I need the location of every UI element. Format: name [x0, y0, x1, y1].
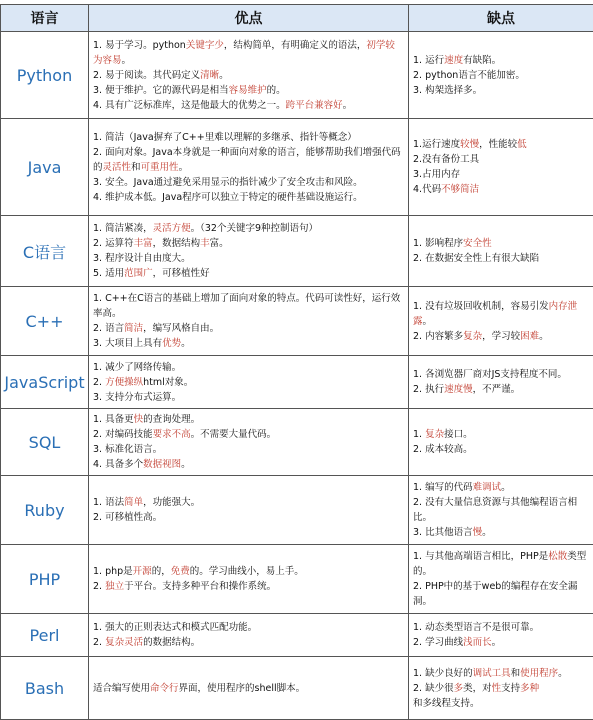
cons-line — [413, 696, 589, 711]
highlighted-text: 命令行 — [150, 683, 179, 694]
cons-line — [413, 480, 589, 495]
cons-line — [413, 137, 589, 152]
cons-line — [413, 329, 589, 344]
text-segment: 2. 学习曲线 — [413, 637, 463, 648]
pros-line — [93, 38, 404, 68]
highlighted-text: 独立 — [105, 581, 124, 592]
pros-line — [93, 130, 404, 145]
pros-line — [93, 190, 404, 205]
text-segment: 1. 强大的正则表达式和模式匹配功能。 — [93, 622, 257, 633]
highlighted-text: 速度 — [444, 55, 463, 66]
text-segment: 的数据结构。 — [143, 637, 200, 648]
text-segment: 。 — [492, 637, 502, 648]
highlighted-text: 不够简洁 — [441, 184, 479, 195]
cons-line — [413, 442, 589, 457]
text-segment: 接口。 — [444, 429, 473, 440]
text-segment: 2. 缺少很 — [413, 683, 454, 694]
cons-line — [413, 299, 589, 329]
highlighted-text: 关键字少 — [186, 40, 224, 51]
cons-cell — [409, 356, 593, 409]
text-segment: 1. 编写的代码 — [413, 482, 473, 493]
text-segment: 和多线程支持。 — [413, 698, 480, 709]
highlighted-text: 多种 — [520, 683, 539, 694]
cons-line — [413, 495, 589, 525]
text-segment: 1. php是 — [93, 566, 133, 577]
language-name: C语言 — [1, 216, 89, 287]
highlighted-text: 范围广 — [124, 268, 153, 279]
text-segment: 2. 语言 — [93, 323, 124, 334]
cons-line — [413, 68, 589, 83]
text-segment: 。 — [558, 668, 568, 679]
cons-line — [413, 236, 589, 251]
text-segment: 的查询处理。 — [143, 414, 200, 425]
text-segment: 2. 成本较高。 — [413, 444, 473, 455]
language-name: Python — [1, 32, 89, 119]
text-segment: 5. 适用 — [93, 268, 124, 279]
text-segment: ，性能较 — [479, 139, 517, 150]
header-language: 语言 — [1, 5, 89, 32]
cons-line — [413, 681, 589, 696]
highlighted-text: 复杂 — [463, 331, 482, 342]
pros-line — [93, 564, 404, 579]
pros-cell — [89, 476, 409, 545]
language-name: C++ — [1, 287, 89, 356]
cons-line — [413, 167, 589, 182]
highlighted-text: 低 — [517, 139, 527, 150]
text-segment: 富。 — [210, 238, 229, 249]
text-segment: 4.代码 — [413, 184, 441, 195]
text-segment: 。 — [482, 527, 492, 538]
highlighted-text: 浅而长 — [463, 637, 492, 648]
language-row — [1, 657, 593, 720]
header-cons: 缺点 — [409, 5, 593, 32]
cons-line — [413, 251, 589, 266]
text-segment: 和 — [511, 668, 521, 679]
language-name: Bash — [1, 657, 89, 720]
text-segment: ，数据结构 — [153, 238, 201, 249]
text-segment: 2. — [93, 581, 105, 592]
text-segment: 2. 面向对象。Java本身就是一种面向对象的语言，能够帮助我们增强代码的 — [93, 147, 401, 173]
highlighted-text: 要求不高 — [153, 429, 191, 440]
highlighted-text: 可重用性 — [141, 162, 179, 173]
text-segment: 1.运行速度 — [413, 139, 460, 150]
cons-cell — [409, 119, 593, 216]
highlighted-text: 调试工具 — [473, 668, 511, 679]
text-segment: 。 — [219, 70, 229, 81]
text-segment: 3. 大项目上具有 — [93, 338, 162, 349]
text-segment: 的。学习曲线小，易上手。 — [190, 566, 304, 577]
language-row — [1, 32, 593, 119]
highlighted-text: 开源 — [133, 566, 152, 577]
highlighted-text: 免费 — [171, 566, 190, 577]
pros-cell — [89, 657, 409, 720]
text-segment: 2. 对编码技能 — [93, 429, 153, 440]
language-row — [1, 476, 593, 545]
text-segment: 2. 在数据安全性上有很大缺陷 — [413, 253, 539, 264]
pros-cell — [89, 119, 409, 216]
highlighted-text: 丰富 — [134, 238, 153, 249]
text-segment: 1. 语法 — [93, 497, 124, 508]
cons-line — [413, 83, 589, 98]
text-segment: 2. 没有大量信息资源与其他编程语言相比。 — [413, 497, 577, 523]
language-row — [1, 216, 593, 287]
cons-line — [413, 620, 589, 635]
cons-line — [413, 182, 589, 197]
text-segment: 2. — [93, 637, 105, 648]
highlighted-text: 难调试 — [473, 482, 502, 493]
text-segment: 3.占用内存 — [413, 169, 460, 180]
pros-line — [93, 390, 404, 405]
text-segment: 2. python语言不能加密。 — [413, 70, 525, 81]
pros-line — [93, 175, 404, 190]
highlighted-text: 灵活性 — [103, 162, 132, 173]
text-segment: 4. 具备多个 — [93, 459, 143, 470]
text-segment: 2. PHP中的基于web的编程存在安全漏洞。 — [413, 581, 577, 607]
language-name: Perl — [1, 614, 89, 657]
highlighted-text: 灵活方便 — [153, 223, 191, 234]
cons-cell — [409, 476, 593, 545]
cons-cell — [409, 216, 593, 287]
language-row — [1, 119, 593, 216]
cons-cell — [409, 614, 593, 657]
highlighted-text: 容易维护 — [229, 85, 267, 96]
text-segment: 1. 缺少良好的 — [413, 668, 473, 679]
text-segment: 。 — [181, 459, 191, 470]
header-pros: 优点 — [89, 5, 409, 32]
text-segment: 2.没有备份工具 — [413, 154, 479, 165]
text-segment: 。 — [539, 331, 549, 342]
highlighted-text: 快 — [134, 414, 144, 425]
text-segment: 支持 — [501, 683, 520, 694]
text-segment: 。 — [501, 482, 511, 493]
pros-line — [93, 68, 404, 83]
language-row — [1, 356, 593, 409]
highlighted-text: 内存泄露 — [413, 301, 577, 327]
text-segment: ，不严谨。 — [473, 384, 521, 395]
text-segment: 2. 执行 — [413, 384, 444, 395]
pros-line — [93, 412, 404, 427]
text-segment: html对象。 — [143, 377, 193, 388]
text-segment: 2. 易于阅读。其代码定义 — [93, 70, 200, 81]
highlighted-text: 丰 — [200, 238, 210, 249]
cons-line — [413, 579, 589, 609]
pros-cell — [89, 216, 409, 287]
text-segment: 1. 各浏览器厂商对JS支持程度不同。 — [413, 369, 567, 380]
text-segment: ，可移植性好 — [153, 268, 210, 279]
highlighted-text: 方便操纵 — [105, 377, 143, 388]
text-segment: 1. 简洁（Java摒弃了C++里难以理解的多继承、指针等概念） — [93, 132, 357, 143]
pros-cell — [89, 356, 409, 409]
text-segment: 和 — [131, 162, 141, 173]
cons-cell — [409, 287, 593, 356]
highlighted-text: 优势 — [162, 338, 181, 349]
cons-line — [413, 152, 589, 167]
text-segment: 1. — [413, 429, 425, 440]
text-segment: 。 — [179, 162, 189, 173]
highlighted-text: 慢 — [473, 527, 483, 538]
cons-line — [413, 549, 589, 579]
text-segment: ，编写风格自由。 — [143, 323, 219, 334]
pros-line — [93, 620, 404, 635]
language-comparison-table — [0, 4, 593, 720]
pros-line — [93, 336, 404, 351]
text-segment: 3. 构架选择多。 — [413, 85, 482, 96]
pros-line — [93, 579, 404, 594]
text-segment: 。 — [423, 316, 433, 327]
highlighted-text: 较慢 — [460, 139, 479, 150]
cons-line — [413, 53, 589, 68]
pros-line — [93, 291, 404, 321]
pros-line — [93, 375, 404, 390]
text-segment: 2. 内容繁多 — [413, 331, 463, 342]
text-segment: 于平台。支持多种平台和操作系统。 — [124, 581, 276, 592]
highlighted-text: 复杂 — [425, 429, 444, 440]
pros-cell — [89, 545, 409, 614]
highlighted-text: 困难 — [520, 331, 539, 342]
highlighted-text: 使用程序 — [520, 668, 558, 679]
highlighted-text: 跨平台兼容好 — [286, 100, 343, 111]
pros-line — [93, 635, 404, 650]
text-segment: 1. 减少了网络传输。 — [93, 362, 181, 373]
cons-line — [413, 382, 589, 397]
highlighted-text: 多 — [454, 683, 464, 694]
language-name: Ruby — [1, 476, 89, 545]
text-segment: 3. 标准化语言。 — [93, 444, 162, 455]
text-segment: 类型的。 — [413, 551, 586, 577]
text-segment: 2. — [93, 377, 105, 388]
text-segment: 。 — [122, 55, 132, 66]
highlighted-text: 安全性 — [463, 238, 492, 249]
text-segment: 3. 安全。Java通过避免采用显示的指针减少了安全攻击和风险。 — [93, 177, 363, 188]
cons-line — [413, 525, 589, 540]
text-segment: 2. 可移植性高。 — [93, 512, 162, 523]
text-segment: 1. 具备更 — [93, 414, 134, 425]
text-segment: 1. C++在C语言的基础上增加了面向对象的特点。代码可读性好，运行效率高。 — [93, 293, 400, 319]
cons-cell — [409, 545, 593, 614]
text-segment: 。（32个关键字9种控制语句） — [191, 223, 318, 234]
language-row — [1, 614, 593, 657]
text-segment: 界面，使用程序的shell脚本。 — [179, 683, 306, 694]
cons-line — [413, 635, 589, 650]
pros-line — [93, 145, 404, 175]
pros-cell — [89, 32, 409, 119]
text-segment: 1. 运行 — [413, 55, 444, 66]
language-row — [1, 545, 593, 614]
highlighted-text: 速度慢 — [444, 384, 473, 395]
text-segment: 1. 简洁紧凑， — [93, 223, 153, 234]
cons-line — [413, 427, 589, 442]
pros-cell — [89, 287, 409, 356]
text-segment: ，结构简单，有明确定义的语法， — [224, 40, 367, 51]
highlighted-text: 初学较为容易 — [93, 40, 395, 66]
highlighted-text: 性 — [492, 683, 502, 694]
text-segment: 1. 易于学习。python — [93, 40, 186, 51]
highlighted-text: 简洁 — [124, 323, 143, 334]
text-segment: 2. 运算符 — [93, 238, 134, 249]
highlighted-text: 松散 — [548, 551, 567, 562]
text-segment: ，学习较 — [482, 331, 520, 342]
pros-line — [93, 236, 404, 251]
highlighted-text: 数据视图 — [143, 459, 181, 470]
highlighted-text: 复杂灵活 — [105, 637, 143, 648]
text-segment: 。不需要大量代码。 — [191, 429, 277, 440]
pros-line — [93, 98, 404, 113]
text-segment: 。 — [343, 100, 353, 111]
highlighted-text: 清晰 — [200, 70, 219, 81]
text-segment: 3. 便于维护。它的源代码是相当 — [93, 85, 229, 96]
pros-line — [93, 221, 404, 236]
pros-cell — [89, 614, 409, 657]
text-segment: 的， — [152, 566, 171, 577]
highlighted-text: 简单 — [124, 497, 143, 508]
text-segment: 4. 维护成本低。Java程序可以独立于特定的硬件基础设施运行。 — [93, 192, 363, 203]
pros-line — [93, 321, 404, 336]
pros-line — [93, 495, 404, 510]
text-segment: 1. 没有垃圾回收机制，容易引发 — [413, 301, 549, 312]
cons-line — [413, 367, 589, 382]
language-name: JavaScript — [1, 356, 89, 409]
cons-line — [413, 666, 589, 681]
text-segment: 。 — [181, 338, 191, 349]
language-name: SQL — [1, 409, 89, 476]
text-segment: 1. 与其他高端语言相比，PHP是 — [413, 551, 548, 562]
language-row — [1, 409, 593, 476]
pros-line — [93, 457, 404, 472]
header-row — [1, 5, 593, 32]
text-segment: 3. 程序设计自由度大。 — [93, 253, 191, 264]
language-name: Java — [1, 119, 89, 216]
text-segment: 1. 动态类型语言不是很可靠。 — [413, 622, 539, 633]
language-name: PHP — [1, 545, 89, 614]
pros-cell — [89, 409, 409, 476]
text-segment: 适合编写使用 — [93, 683, 150, 694]
text-segment: 类，对 — [463, 683, 492, 694]
pros-line — [93, 427, 404, 442]
text-segment: 的。 — [267, 85, 286, 96]
cons-cell — [409, 657, 593, 720]
text-segment: 4. 具有广泛标准库，这是他最大的优势之一。 — [93, 100, 286, 111]
text-segment: 3. 支持分布式运算。 — [93, 392, 181, 403]
cons-cell — [409, 32, 593, 119]
text-segment: 1. 影响程序 — [413, 238, 463, 249]
cons-cell — [409, 409, 593, 476]
text-segment: 3. 比其他语言 — [413, 527, 473, 538]
text-segment: 有缺陷。 — [463, 55, 501, 66]
text-segment: ，功能强大。 — [143, 497, 200, 508]
language-row — [1, 287, 593, 356]
pros-line — [93, 442, 404, 457]
pros-line — [93, 251, 404, 266]
pros-line — [93, 681, 404, 696]
pros-line — [93, 266, 404, 281]
pros-line — [93, 510, 404, 525]
pros-line — [93, 360, 404, 375]
pros-line — [93, 83, 404, 98]
